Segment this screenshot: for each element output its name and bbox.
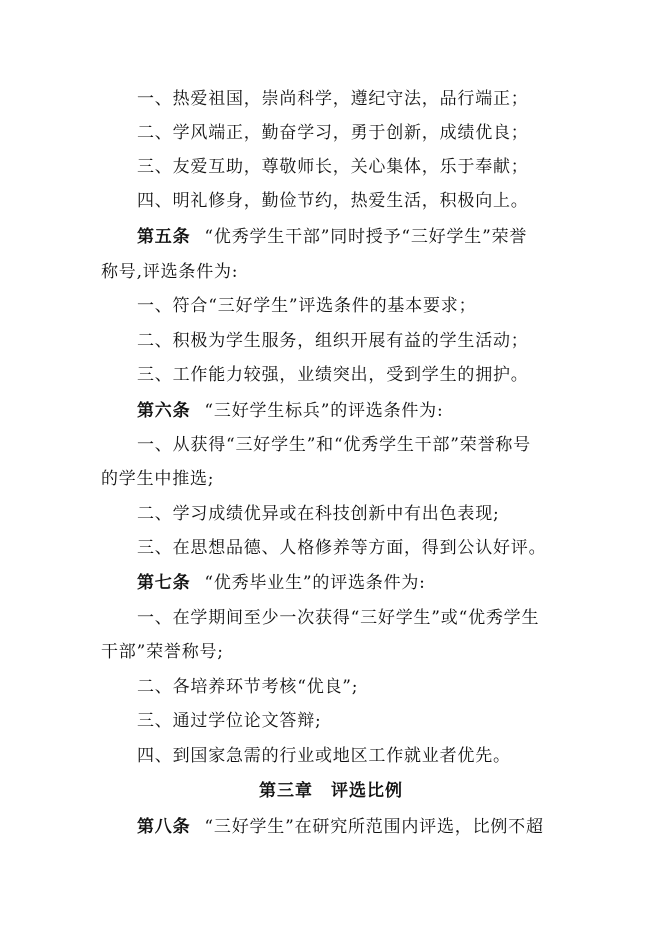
article-6-heading (137, 400, 444, 422)
article-7-text: “优秀毕业生”的评选条件为: (204, 573, 426, 593)
article-5-item-2: 二、积极为学生服务，组织开展有益的学生活动； (137, 331, 529, 351)
article-7-item-2: 二、各培养环节考核“优良”; (137, 677, 359, 697)
article-8-label: 第八条 (137, 817, 191, 837)
article-6-item-2: 二、学习成绩优异或在科技创新中有出色表现; (137, 504, 500, 524)
article-8-text: “三好学生”在研究所范围内评选，比例不超 (204, 817, 544, 837)
article-5-item-1: 一、符合“三好学生”评选条件的基本要求； (137, 296, 477, 316)
article-5-item-3: 三、工作能力较强，业绩突出，受到学生的拥护。 (137, 365, 529, 385)
article-7-heading (137, 572, 426, 594)
article-7-item-3: 三、通过学位论文答辩; (137, 711, 322, 731)
article-6-item-3: 三、在思想品德、人格修养等方面，得到公认好评。 (137, 538, 547, 558)
article-8-heading (137, 816, 544, 838)
chapter-3-heading: 第三章 评选比例 (259, 781, 403, 801)
article-7-item-4: 四、到国家急需的行业或地区工作就业者优先。 (137, 746, 511, 766)
article-7-item-1-continuation: 干部”荣誉称号; (101, 642, 224, 662)
article-6-label: 第六条 (137, 401, 191, 421)
clause-5-item-1: 一、热爱祖国，崇尚科学，遵纪守法，品行端正； (137, 89, 529, 109)
article-6-item-1-continuation: 的学生中推选; (101, 469, 215, 489)
article-5-heading (137, 226, 527, 248)
article-5-continuation: 称号,评选条件为: (101, 262, 239, 282)
article-6-text: “三好学生标兵”的评选条件为: (204, 401, 444, 421)
clause-5-item-4: 四、明礼修身，勤俭节约，热爱生活，积极向上。 (137, 191, 529, 211)
clause-5-item-3: 三、友爱互助，尊敬师长，关心集体，乐于奉献； (137, 157, 529, 177)
clause-5-item-2: 二、学风端正，勤奋学习，勇于创新，成绩优良； (137, 123, 529, 143)
article-7-item-1: 一、在学期间至少一次获得“三好学生”或“优秀学生 (137, 608, 540, 628)
article-6-item-1: 一、从获得“三好学生”和“优秀学生干部”荣誉称号 (137, 435, 531, 455)
article-5-label: 第五条 (137, 227, 191, 247)
article-7-label: 第七条 (137, 573, 191, 593)
article-5-text: “优秀学生干部”同时授予“三好学生”荣誉 (204, 227, 528, 247)
